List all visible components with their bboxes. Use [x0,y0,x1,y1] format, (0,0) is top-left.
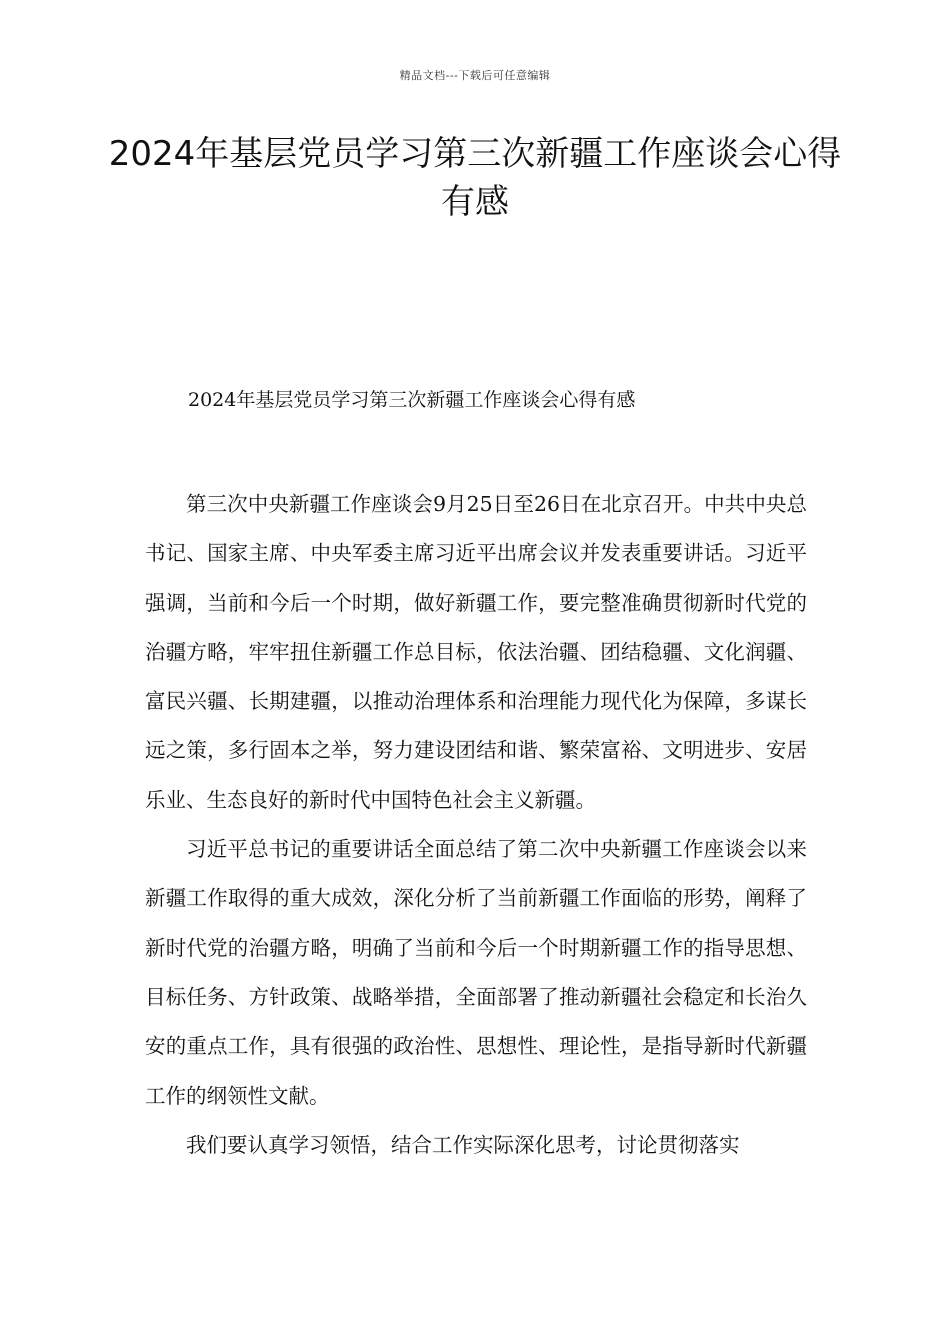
body-paragraph: 第三次中央新疆工作座谈会9月25日至26日在北京召开。中共中央总书记、国家主席、中央军委主席习近平出席会议并发表重要讲话。习近平强调，当前和今后一个时期，做好新疆工作，要完整准确贯彻新时代党的治疆方略，牢牢扭住新疆工作总目标，依法治疆、团结稳疆、文化润疆、富民兴疆、长期建疆，以推动治理体系和治理能力现代化为保障，多谋长远之策，多行固本之举，努力建设团结和谐、繁荣富裕、文明进步、安居乐业、生态良好的新时代中国特色社会主义新疆。 [145,492,807,812]
document-body [145,480,807,1170]
document-subtitle: 2024年基层党员学习第三次新疆工作座谈会心得有感 [188,389,636,411]
body-paragraph: 习近平总书记的重要讲话全面总结了第二次中央新疆工作座谈会以来新疆工作取得的重大成效，深化分析了当前新疆工作面临的形势，阐释了新时代党的治疆方略，明确了当前和今后一个时期新疆工作的指导思想、目标任务、方针政策、战略举措，全面部署了推动新疆社会稳定和长治久安的重点工作，具有很强的政治性、思想性、理论性，是指导新时代新疆工作的纲领性文献。 [145,837,807,1108]
body-paragraph: 我们要认真学习领悟，结合工作实际深化思考，讨论贯彻落实 [186,1132,740,1157]
document-title: 2024年基层党员学习第三次新疆工作座谈会心得有感 [108,134,842,222]
header-note: 精品文档---下载后可任意编辑 [399,69,551,82]
